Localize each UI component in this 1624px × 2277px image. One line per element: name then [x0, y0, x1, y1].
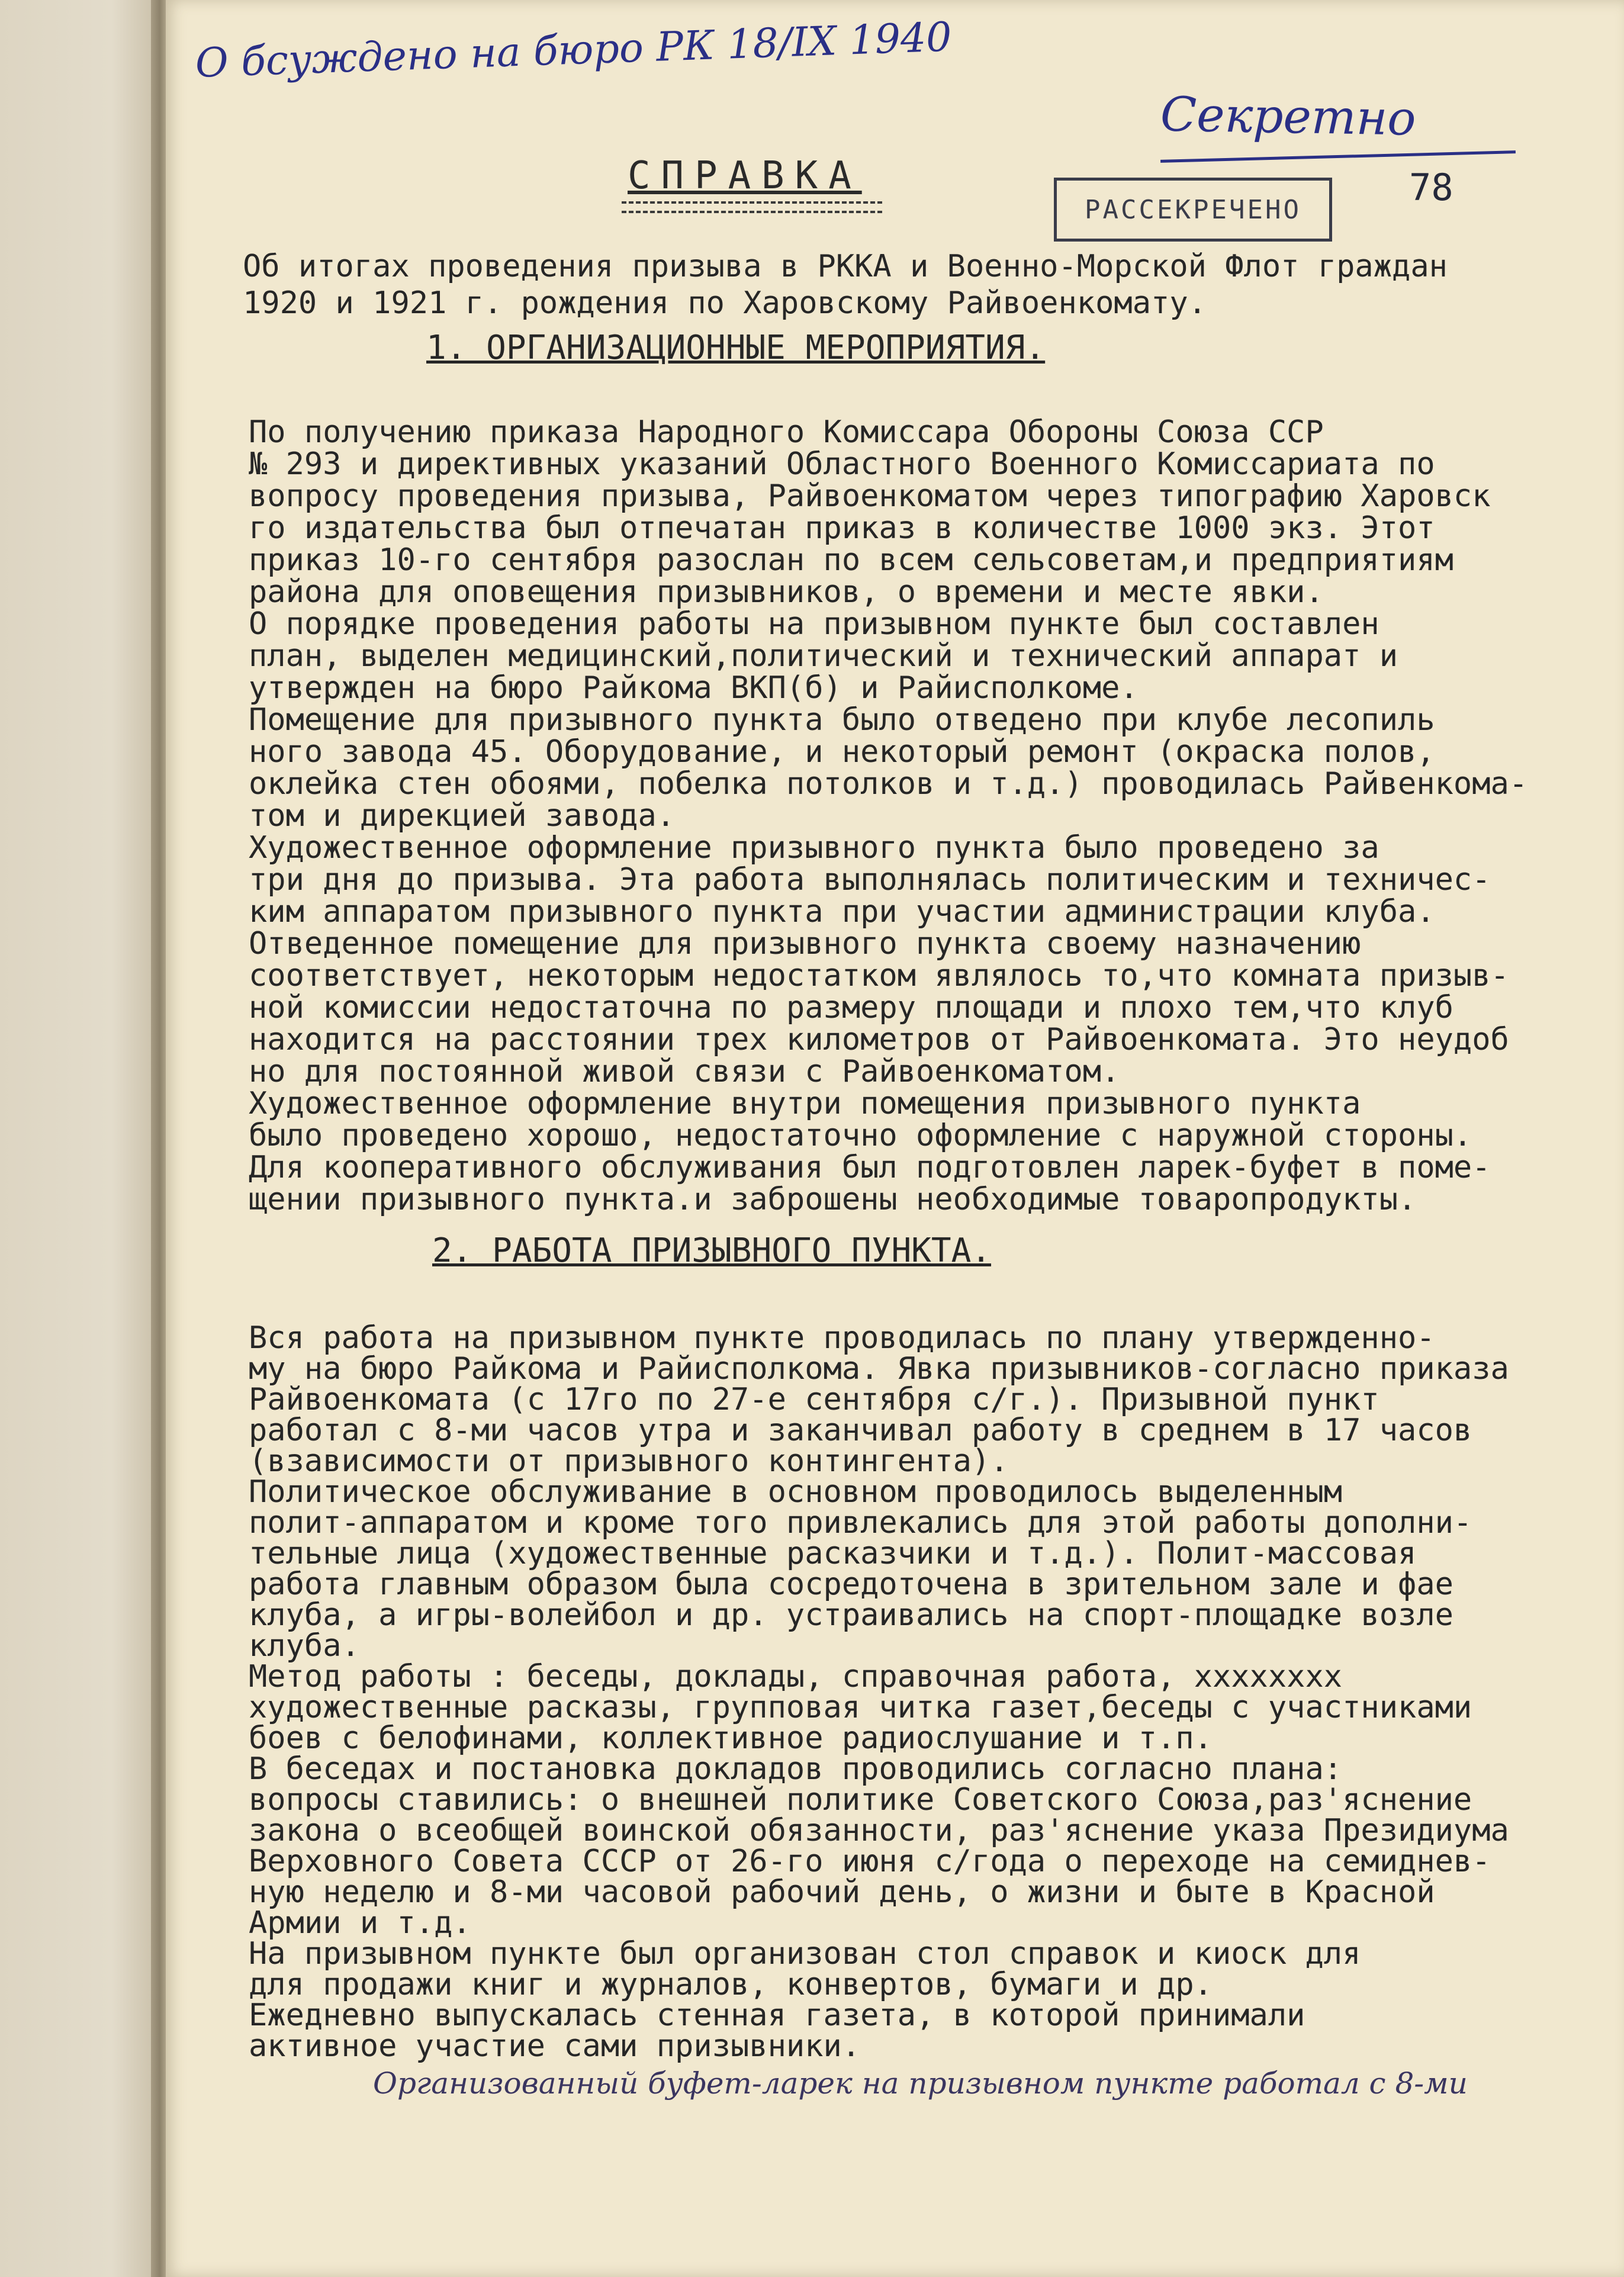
body-line: Художественное оформление призывного пункта было проведено за	[249, 830, 1379, 866]
body-line: Вся работа на призывном пункте проводилась по плану утвержденно-	[249, 1320, 1435, 1356]
body-line: О порядке проведения работы на призывном пункте был составлен	[249, 606, 1379, 642]
body-line: было проведено хорошо, недостаточно оформление с наружной стороны.	[249, 1118, 1472, 1153]
body-line: му на бюро Райкома и Райисполкома. Явка призывников-согласно приказа	[249, 1351, 1509, 1387]
body-line: но для постоянной живой связи с Райвоенкоматом.	[249, 1054, 1120, 1089]
body-line: ким аппаратом призывного пункта при участии администрации клуба.	[249, 894, 1435, 930]
body-line: для продажи книг и журналов, конвертов, бумаги и др.	[249, 1967, 1213, 2002]
body-line: № 293 и директивных указаний Областного Военного Комиссариата по	[249, 446, 1435, 482]
body-line: находится на расстоянии трех километров от Райвоенкомата. Это неудоб	[249, 1022, 1509, 1057]
body-line: Политическое обслуживание в основном проводилось выделенным	[249, 1474, 1343, 1510]
secret-mark: Секретно	[1160, 86, 1417, 146]
handwritten-continuation: Организованный буфет-ларек на призывном пункте работал с 8-ми	[373, 2066, 1468, 2101]
body-line: (взависимости от призывного контингента).	[249, 1443, 1009, 1479]
body-line: закона о всеобщей воинской обязанности, раз'яснение указа Президиума	[249, 1813, 1509, 1848]
body-line: боев с белофинами, коллективное радиослушание и т.п.	[249, 1720, 1213, 1756]
body-line: приказ 10-го сентября разослан по всем сельсоветам,и предприятиям	[249, 542, 1453, 578]
body-line: том и дирекцией завода.	[249, 798, 676, 834]
body-line: план, выделен медицинский,политический и технический аппарат и	[249, 638, 1398, 674]
body-line: полит-аппаратом и кроме того привлекались для этой работы дополни-	[249, 1505, 1472, 1540]
body-line: соответствует, некоторым недостатком являлось то,что комната призыв-	[249, 958, 1509, 993]
body-line: Метод работы : беседы, доклады, справочная работа, хххххххх	[249, 1659, 1343, 1694]
body-line: В беседах и постановка докладов проводились согласно плана:	[249, 1751, 1343, 1787]
body-line: работа главным образом была сосредоточена в зрительном зале и фае	[249, 1567, 1453, 1602]
body-line: ного завода 45. Оборудование, и некоторый ремонт (окраска полов,	[249, 734, 1435, 770]
body-line: ную неделю и 8-ми часовой рабочий день, о жизни и быте в Красной	[249, 1874, 1435, 1910]
body-line: щении призывного пункта.и заброшены необходимые товаропродукты.	[249, 1182, 1417, 1217]
body-line: вопросы ставились: о внешней политике Советского Союза,раз'яснение	[249, 1782, 1472, 1818]
body-line: Армии и т.д.	[249, 1905, 471, 1941]
document-title: СПРАВКА	[628, 154, 862, 198]
section-1-heading: 1. ОРГАНИЗАЦИОННЫЕ МЕРОПРИЯТИЯ.	[426, 329, 1046, 367]
body-line: Ежедневно выпускалась стенная газета, в которой принимали	[249, 1998, 1305, 2033]
body-line: го издательства был отпечатан приказ в количестве 1000 экз. Этот	[249, 510, 1435, 546]
body-line: Отведенное помещение для призывного пункта своему назначению	[249, 926, 1361, 961]
handwritten-discussion-note: О бсуждено на бюро РК 18/IX 1940	[194, 14, 953, 87]
body-line: Помещение для призывного пункта было отведено при клубе лесопиль	[249, 702, 1435, 738]
body-line: Верховного Совета СССР от 26-го июня с/года о переходе на семиднев-	[249, 1844, 1491, 1879]
subtitle-line: 1920 и 1921 г. рождения по Харовскому Райвоенкомату.	[243, 285, 1207, 321]
body-line: тельные лица (художественные расказчики и т.д.). Полит-массовая	[249, 1536, 1417, 1571]
body-line: оклейка стен обоями, побелка потолков и т.д.) проводилась Райвенкома-	[249, 766, 1528, 802]
section-2-heading: 2. РАБОТА ПРИЗЫВНОГО ПУНКТА.	[432, 1231, 992, 1270]
body-line: По получению приказа Народного Комиссара Обороны Союза ССР	[249, 414, 1324, 450]
body-line: Для кооперативного обслуживания был подготовлен ларек-буфет в поме-	[249, 1150, 1491, 1185]
body-line: три дня до призыва. Эта работа выполнялась политическим и техничес-	[249, 862, 1491, 898]
body-line: Райвоенкомата (с 17го по 27-е сентября с/г.). Призывной пункт	[249, 1382, 1379, 1417]
subtitle-line: Об итогах проведения призыва в РККА и Военно-Морской Флот граждан	[243, 249, 1448, 284]
body-line: работал с 8-ми часов утра и заканчивал работу в среднем в 17 часов	[249, 1413, 1472, 1448]
title-underline	[622, 201, 882, 213]
declassified-stamp: РАССЕКРЕЧЕНО	[1054, 178, 1332, 242]
body-line: утвержден на бюро Райкома ВКП(б) и Райисполкоме.	[249, 670, 1139, 706]
body-line: активное участие сами призывники.	[249, 2028, 861, 2064]
body-line: ной комиссии недостаточна по размеру площади и плохо тем,что клуб	[249, 990, 1453, 1025]
body-line: На призывном пункте был организован стол справок и киоск для	[249, 1936, 1361, 1972]
page-number: 78	[1409, 166, 1453, 209]
body-line: художественные расказы, групповая читка газет,беседы с участниками	[249, 1690, 1472, 1725]
body-line: района для оповещения призывников, о времени и месте явки.	[249, 574, 1324, 610]
previous-page-edge	[0, 0, 160, 2277]
body-line: вопросу проведения призыва, Райвоенкоматом через типографию Харовск	[249, 478, 1491, 514]
body-line: клуба, а игры-волейбол и др. устраивались на спорт-площадке возле	[249, 1597, 1453, 1633]
body-line: клуба.	[249, 1628, 360, 1664]
body-line: Художественное оформление внутри помещения призывного пункта	[249, 1086, 1361, 1121]
